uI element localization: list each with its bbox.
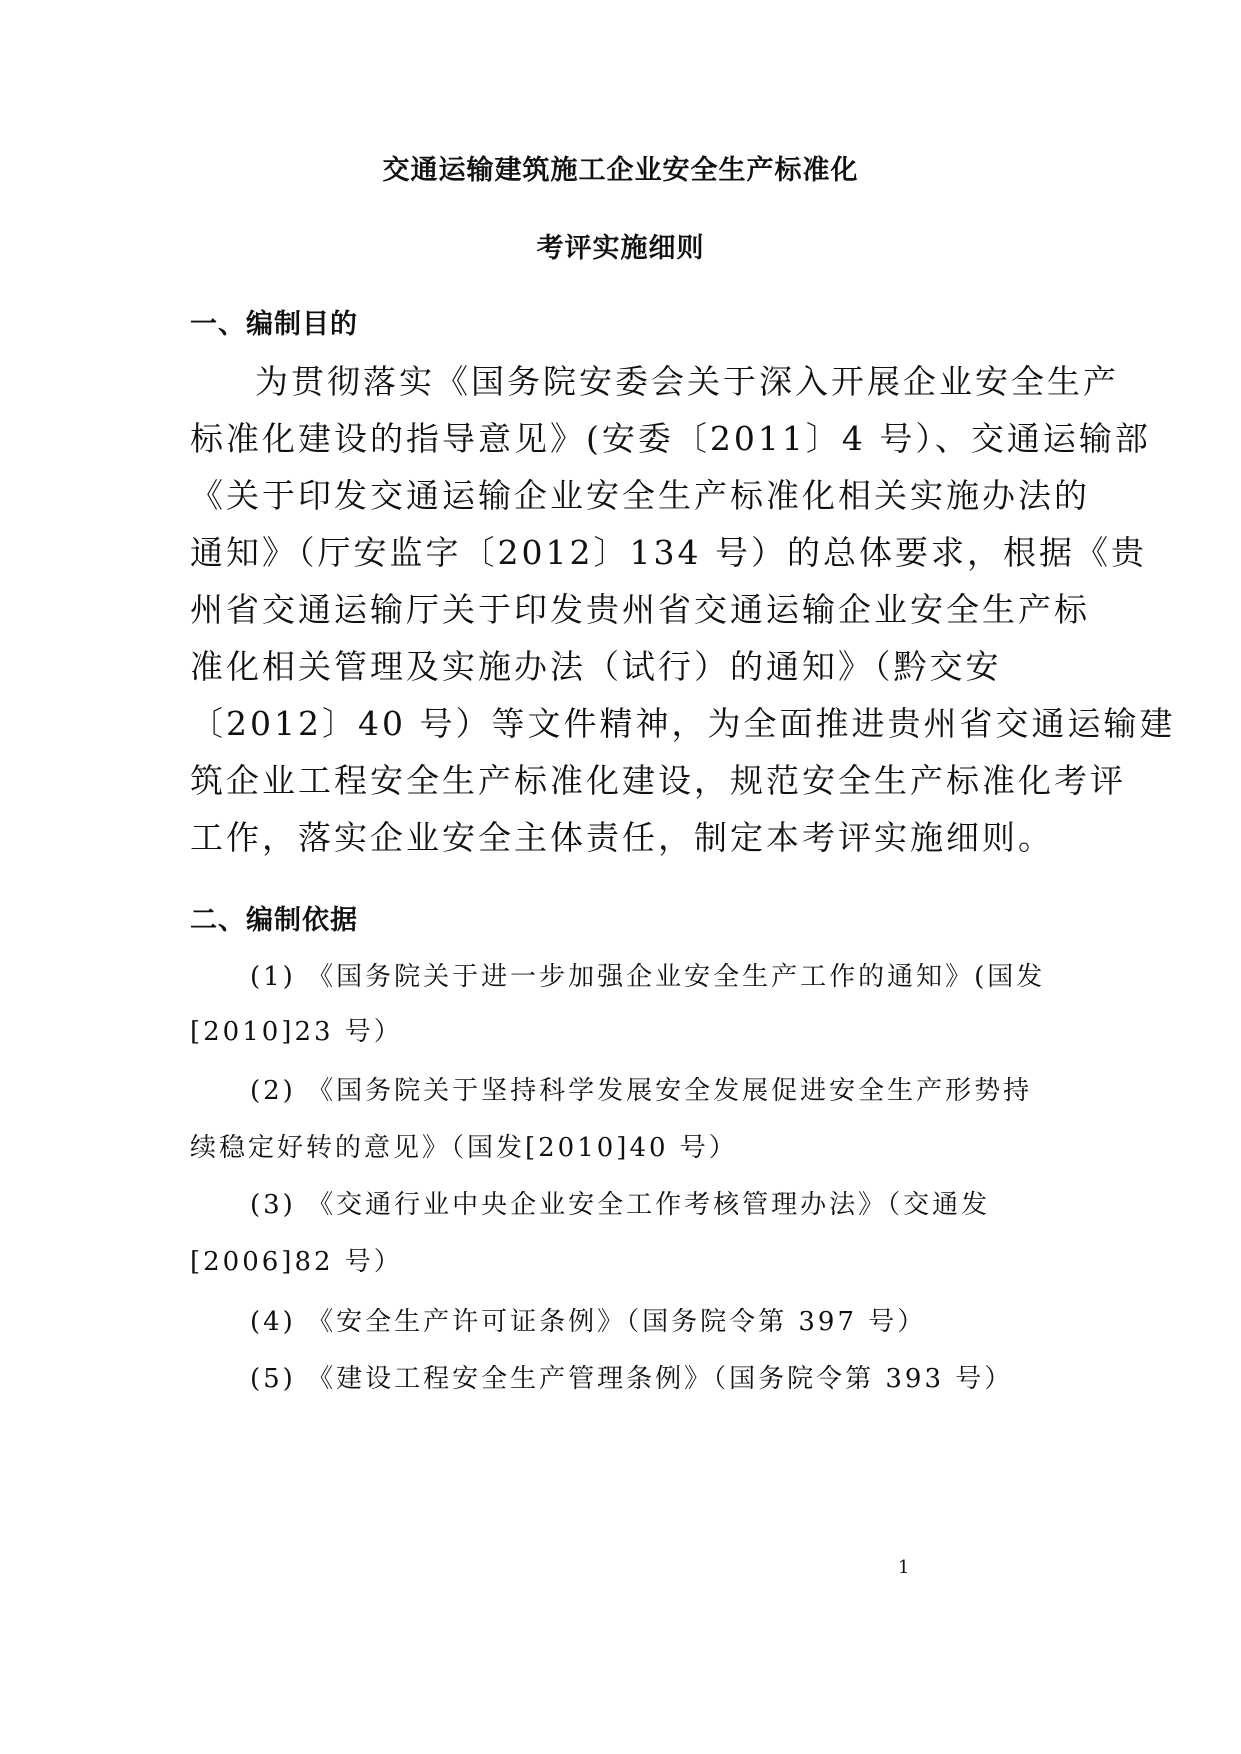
- paragraph-line: 标准化建设的指导意见》(安委〔2011〕4 号）、交通运输部: [190, 419, 1151, 458]
- reference-item: (2) 《国务院关于坚持科学发展安全发展促进安全生产形势持: [250, 1076, 1033, 1106]
- paragraph-line: 工作，落实企业安全主体责任，制定本考评实施细则。: [190, 818, 1054, 857]
- reference-item: (4) 《安全生产许可证条例》（国务院令第 397 号）: [250, 1307, 927, 1337]
- reference-item: (1) 《国务院关于进一步加强企业安全生产工作的通知》(国发: [250, 962, 1046, 992]
- paragraph-line: 〔2012〕40 号）等文件精神，为全面推进贵州省交通运输建: [190, 704, 1176, 743]
- reference-item: (5) 《建设工程安全生产管理条例》（国务院令第 393 号）: [250, 1364, 1014, 1394]
- document-title-line-2: 考评实施细则: [536, 233, 705, 264]
- paragraph-line: 通知》（厅安监字〔2012〕134 号）的总体要求，根据《贵: [190, 533, 1147, 572]
- paragraph-line: 《关于印发交通运输企业安全生产标准化相关实施办法的: [190, 476, 1090, 515]
- reference-item-continuation: 续稳定好转的意见》（国发[2010]40 号）: [190, 1133, 738, 1163]
- page-number: 1: [898, 1557, 910, 1578]
- paragraph-line: 准化相关管理及实施办法（试行）的通知》（黔交安: [190, 647, 1002, 686]
- document-title-line-1: 交通运输建筑施工企业安全生产标准化: [382, 155, 859, 186]
- reference-item-continuation: [2010]23 号）: [190, 1017, 403, 1047]
- section-heading-basis: 二、编制依据: [190, 905, 358, 936]
- reference-item: (3) 《交通行业中央企业安全工作考核管理办法》（交通发: [250, 1190, 991, 1220]
- paragraph-line: 为贯彻落实《国务院安委会关于深入开展企业安全生产: [255, 362, 1119, 401]
- paragraph-line: 筑企业工程安全生产标准化建设，规范安全生产标准化考评: [190, 761, 1126, 800]
- reference-item-continuation: [2006]82 号）: [190, 1247, 403, 1277]
- section-heading-purpose: 一、编制目的: [190, 309, 358, 340]
- paragraph-line: 州省交通运输厅关于印发贵州省交通运输企业安全生产标: [190, 590, 1090, 629]
